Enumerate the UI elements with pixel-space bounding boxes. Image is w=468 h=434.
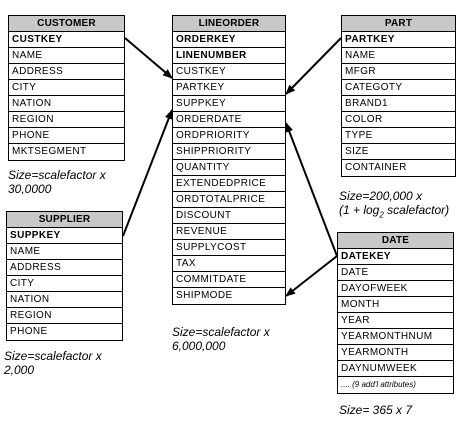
customer-size-line2: 30,0000: [8, 182, 52, 196]
lineorder-size-line1: Size=scalefactor x: [172, 325, 270, 339]
date-field-dayofweek: DAYOFWEEK: [338, 281, 453, 297]
date-additional-attributes-note: .... (9 add'l attributes): [341, 380, 416, 389]
lineorder-field-shippriority: SHIPPRIORITY: [173, 144, 285, 160]
lineorder-header: LINEORDER: [173, 16, 285, 32]
customer-header: CUSTOMER: [9, 16, 124, 32]
customer-field-custkey: CUSTKEY: [9, 32, 124, 48]
lineorder-field-orderdate: ORDERDATE: [173, 112, 285, 128]
arrow-date-to-lineorder-orderdate: [286, 123, 337, 256]
arrow-supplier-to-lineorder-suppkey: [123, 110, 172, 236]
supplier-field-suppkey: SUPPKEY: [7, 228, 122, 244]
part-field-type: TYPE: [342, 128, 455, 144]
lineorder-size-line2: 6,000,000: [172, 339, 226, 353]
customer-size-line1: Size=scalefactor x: [8, 168, 106, 182]
part-size-line2-pre: (1 + log: [339, 203, 380, 217]
supplier-field-city: CITY: [7, 276, 122, 292]
supplier-header: SUPPLIER: [7, 212, 122, 228]
part-field-size: SIZE: [342, 144, 455, 160]
customer-field-region: REGION: [9, 112, 124, 128]
customer-field-phone: PHONE: [9, 128, 124, 144]
customer-field-city: CITY: [9, 80, 124, 96]
supplier-size-line2: 2,000: [4, 363, 35, 377]
supplier-field-region: REGION: [7, 308, 122, 324]
part-field-container: CONTAINER: [345, 162, 407, 173]
lineorder-field-suppkey: SUPPKEY: [173, 96, 285, 112]
customer-field-mktsegment: MKTSEGMENT: [12, 146, 87, 157]
date-field-daynumweek: DAYNUMWEEK: [338, 361, 453, 377]
lineorder-field-linenumber: LINENUMBER: [173, 48, 285, 64]
lineorder-field-tax: TAX: [173, 256, 285, 272]
date-field-date: DATE: [338, 265, 453, 281]
part-header: PART: [342, 16, 455, 32]
date-header: DATE: [338, 233, 453, 249]
arrow-part-to-lineorder-partkey: [286, 38, 341, 94]
date-field-month: MONTH: [338, 297, 453, 313]
arrow-customer-to-lineorder-custkey: [125, 38, 172, 78]
supplier-field-nation: NATION: [7, 292, 122, 308]
supplier-field-address: ADDRESS: [7, 260, 122, 276]
customer-field-nation: NATION: [9, 96, 124, 112]
part-field-mfgr: MFGR: [342, 64, 455, 80]
part-field-name: NAME: [342, 48, 455, 64]
lineorder-field-discount: DISCOUNT: [173, 208, 285, 224]
part-size-log-base: 2: [379, 210, 384, 220]
supplier-field-name: NAME: [7, 244, 122, 260]
date-field-yearmonthnum: YEARMONTHNUM: [338, 329, 453, 345]
date-size-line1: Size= 365 x 7: [339, 403, 413, 417]
part-field-partkey: PARTKEY: [342, 32, 455, 48]
lineorder-field-shipmode: SHIPMODE: [176, 290, 233, 301]
lineorder-field-ordtotalprice: ORDTOTALPRICE: [173, 192, 285, 208]
customer-field-name: NAME: [9, 48, 124, 64]
lineorder-field-revenue: REVENUE: [173, 224, 285, 240]
part-field-categoty: CATEGOTY: [342, 80, 455, 96]
part-size-line2-post: scalefactor): [383, 203, 450, 217]
lineorder-field-supplycost: SUPPLYCOST: [173, 240, 285, 256]
part-field-brand1: BRAND1: [342, 96, 455, 112]
arrow-date-to-lineorder-commitdate: [286, 256, 337, 296]
lineorder-field-custkey: CUSTKEY: [173, 64, 285, 80]
lineorder-field-commitdate: COMMITDATE: [173, 272, 285, 288]
lineorder-field-partkey: PARTKEY: [173, 80, 285, 96]
supplier-size-line1: Size=scalefactor x: [4, 349, 102, 363]
lineorder-field-ordpriority: ORDPRIORITY: [173, 128, 285, 144]
part-size-line1: Size=200,000 x: [339, 189, 423, 203]
supplier-field-phone: PHONE: [10, 326, 48, 337]
date-field-yearmonth: YEARMONTH: [338, 345, 453, 361]
lineorder-field-orderkey: ORDERKEY: [173, 32, 285, 48]
lineorder-field-extendedprice: EXTENDEDPRICE: [173, 176, 285, 192]
date-field-datekey: DATEKEY: [338, 249, 453, 265]
part-field-color: COLOR: [342, 112, 455, 128]
lineorder-field-quantity: QUANTITY: [173, 160, 285, 176]
customer-field-address: ADDRESS: [9, 64, 124, 80]
date-field-year: YEAR: [338, 313, 453, 329]
